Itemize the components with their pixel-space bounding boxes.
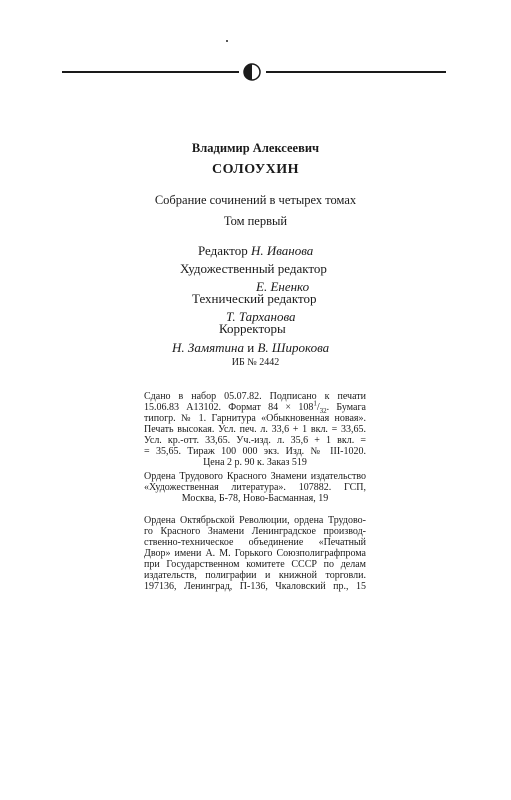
rule-left [62, 71, 239, 73]
volume-title: Том первый [223, 214, 288, 228]
print-data [144, 391, 366, 468]
print-line-1: Сдано в набор 05.07.82. Подписано к печати [144, 391, 366, 402]
printer-line-2: го Красного Знамени Ленинградское производ- [144, 526, 366, 537]
editor-name: Н. Иванова [250, 243, 314, 258]
print-line-2: 15.06.83 А13102. Формат $84 \times 108^1/_{32}$. Бумага [144, 399, 366, 415]
rule-right [266, 71, 446, 73]
art-editor-label: Художественный редактор [180, 261, 327, 276]
publisher-line-3: Москва, Б-78, Ново-Басманная, 19 [181, 493, 329, 504]
printer-line-5: при Государственном комитете СССР по делам [144, 559, 366, 570]
print-line-5: Усл. кр.-отт. 33,65. Уч.-изд. л. 35,6 + 1 вкл. = [144, 435, 366, 446]
publisher-line-1: Ордена Трудового Красного Знамени издательство [144, 471, 366, 482]
art-editor-name-text: Е. Ененко [256, 279, 310, 294]
editor-credit [198, 243, 313, 259]
author-name: Владимир Алексеевич [191, 141, 320, 155]
collection-title: Собрание сочинений в четырех томах [154, 193, 357, 207]
proofreaders-label: Корректоры [219, 321, 286, 336]
proofreaders-names [172, 340, 329, 356]
tech-editor-name-text: Т. Тарханова [226, 309, 296, 324]
editor-label: Редактор [198, 243, 248, 258]
ornament-icon [243, 63, 261, 81]
printer-line-7: 197136, Ленинград, П-136, Чкаловский пр., 15 [144, 581, 366, 592]
printer-line-1: Ордена Октябрьской Революции, ордена Трудово- [144, 515, 366, 526]
publisher-info [144, 471, 366, 504]
printer-line-3: ственно-техническое объединение «Печатный [144, 537, 366, 548]
print-line-3: типогр. № 1. Гарнитура «Обыкновенная новая». [144, 413, 366, 424]
proofreaders-and: и [247, 340, 255, 355]
author-surname: СОЛОУХИН [211, 162, 299, 177]
tech-editor-label: Технический редактор [192, 291, 317, 306]
printer-info [144, 515, 366, 592]
print-line-7: Цена 2 р. 90 к. Заказ 519 [203, 457, 307, 468]
publisher-line-2: «Художественная литература». 107882. ГСП, [144, 482, 366, 493]
ib-number: ИБ № 2442 [231, 357, 280, 368]
proofreader-2: В. Широкова [257, 340, 330, 355]
print-line-6: = 35,65. Тираж 100 000 экз. Изд. № III-1020. [144, 446, 366, 457]
printer-mark [226, 40, 228, 42]
printer-line-6: издательств, полиграфии и книжной торговли. [144, 570, 366, 581]
print-line-4: Печать высокая. Усл. печ. л. 33,6 + 1 вкл. = 33,65. [144, 424, 366, 435]
proofreader-1: Н. Замятина [172, 340, 245, 355]
printer-line-4: Двор» имени А. М. Горького Союзполиграфпрома [144, 548, 366, 559]
